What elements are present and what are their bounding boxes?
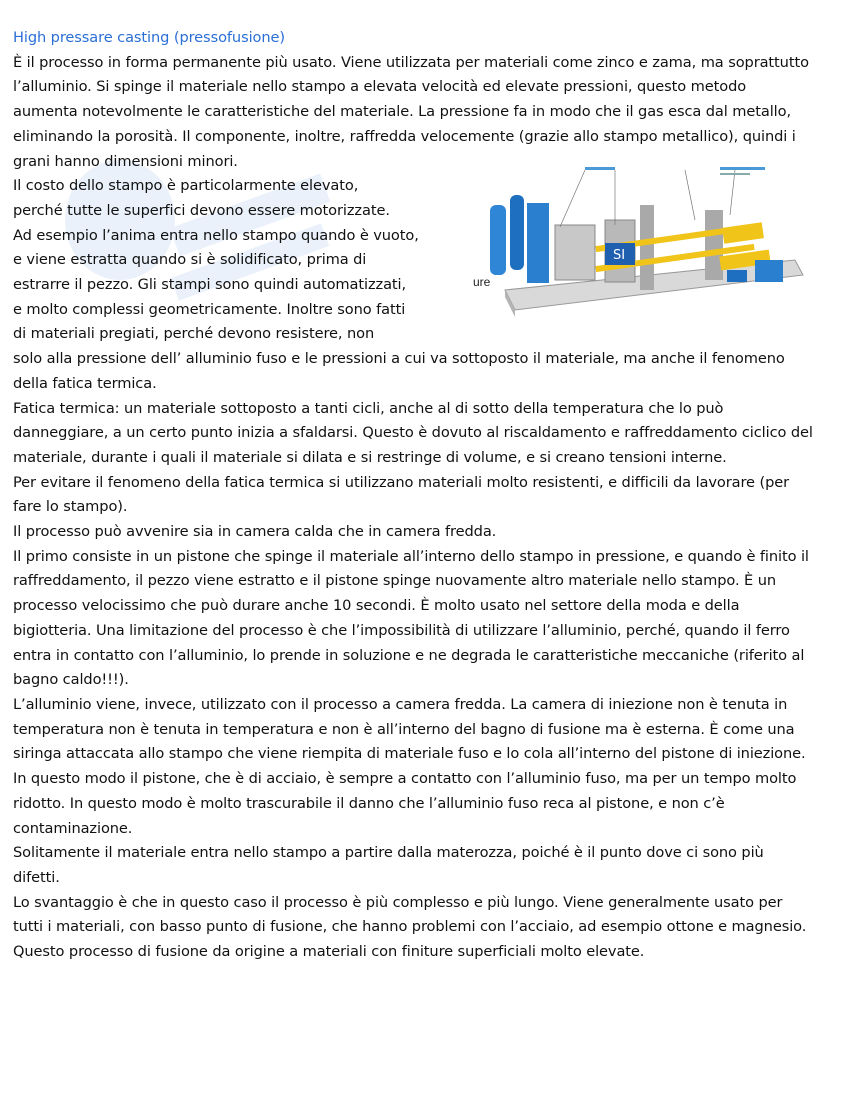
paragraph: Lo svantaggio è che in questo caso il processo è più complesso e più lungo. Viene generalmente usato per tutti i materiali, con basso punto di fusione, che hanno problemi con l’acciaio, ad esempio ottone e magnesio. [13,893,807,936]
section-title: High pressare casting (pressofusione) [13,29,285,46]
wrap-line: e viene estratta quando si è solidificato, prima di [13,251,367,269]
wrap-line: perché tutte le superfici devono essere motorizzate. [13,201,390,219]
paragraph: L’alluminio viene, invece, utilizzato con il processo a camera fredda. La camera di iniezione non è tenuta in temperatura non è tenuta in temperatura e non è all’interno del bagno di fusione ma è esterna. È come una siringa attaccata allo stampo che viene riempita di materiale fuso e lo cola all’interno del pistone di iniezione. In questo modo il pistone, che è di acciaio, è sempre a contatto con l’alluminio fuso, ma per un tempo molto ridotto. In questo modo è molto trascurabile il danno che l’alluminio fuso reca al pistone, e non c’è contaminazione. [13,695,806,837]
paragraph: Fatica termica: un materiale sottoposto a tanti cicli, anche al di sotto della temperatura che lo può danneggiare, a un certo punto inizia a sfaldarsi. Questo è dovuto al riscaldamento e raffreddamento ciclico del materiale, durante i quali il materiale si dilata e si restringe di volume, e si creano tensioni interne. [13,399,813,466]
die-casting-machine-figure [465,165,805,325]
wrap-line: e molto complessi geometricamente. Inoltre sono fatti [13,300,406,318]
machine-illustration [465,165,805,325]
wrap-line: Ad esempio l’anima entra nello stampo quando è vuoto, [13,226,419,244]
wrap-line: di materiali pregiati, perché devono resistere, non [13,325,375,343]
svg-text:SI: SI [613,248,626,263]
wrap-line: Il costo dello stampo è particolarmente elevato, [13,177,359,195]
wrap-continuation: solo alla pressione dell’ alluminio fuso e le pressioni a cui va sottoposto il materiale, ma anche il fenomeno della fatica termica. [13,350,785,392]
wrap-line: estrarre il pezzo. Gli stampi sono quindi automatizzati, [13,276,407,294]
paragraph: Il primo consiste in un pistone che spinge il materiale all’interno dello stampo in pressione, e quando è finito il raffreddamento, il pezzo viene estratto e il pistone spinge nuovamente altro materiale nello stampo. È un processo velocissimo che può durare anche 10 secondi. È molto usato nel settore della moda e della bigiotteria. Una limitazione del processo è che l’impossibilità di utilizzare l’alluminio, perché, quando il ferro entra in contatto con l’alluminio, lo prende in soluzione e ne degrada le caratteristiche meccaniche (riferito al bagno caldo!!!). [13,547,809,689]
paragraph: Questo processo di fusione da origine a materiali con finiture superficiali molto elevate. [13,943,645,961]
paragraph: Il processo può avvenire sia in camera calda che in camera fredda. [13,523,497,541]
paragraph: Per evitare il fenomeno della fatica termica si utilizzano materiali molto resistenti, e difficili da lavorare (per fare lo stampo). [13,473,790,516]
paragraph: Solitamente il materiale entra nello stampo a partire dalla materozza, poiché è il punto dove ci sono più difetti. [13,844,764,886]
wrapped-text-block [13,174,453,347]
intro-paragraph: È il processo in forma permanente più usato. Viene utilizzata per materiali come zinco e zama, ma soprattutto l’alluminio. Si spinge il materiale nello stampo a elevata velocità ed elevate pressioni, questo metodo aumenta notevolmente le caratteristiche del materiale. La pressione fa in modo che il gas esca dal metallo, eliminando la porosità. Il componente, inoltre, raffredda velocemente (grazie allo stampo metallico), quindi i grani hanno dimensioni minori. [13,53,809,170]
figure-label: ure [473,275,491,289]
